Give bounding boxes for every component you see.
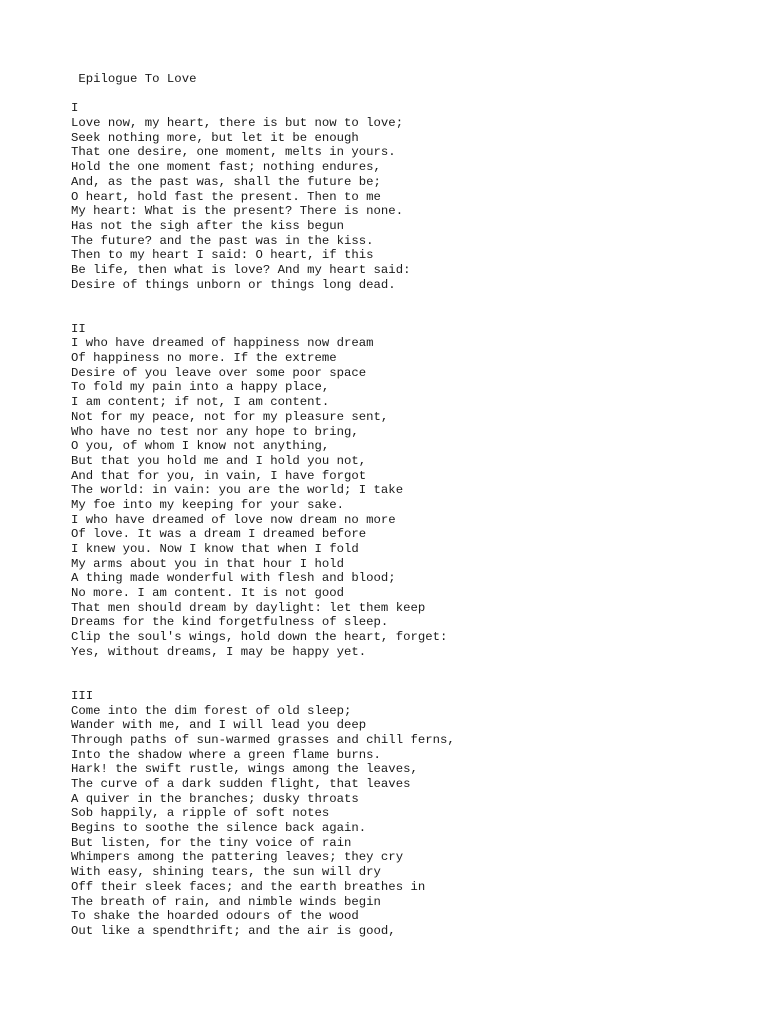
poem-line: Desire of things unborn or things long dead.: [71, 277, 396, 292]
poem-line: O you, of whom I know not anything,: [71, 439, 330, 454]
poem-line: Of happiness no more. If the extreme: [71, 351, 337, 366]
poem-line: Whimpers among the pattering leaves; they cry: [71, 850, 404, 865]
section-numeral: II: [71, 321, 86, 336]
poem-line: Love now, my heart, there is but now to love;: [71, 116, 404, 131]
poem-line: And, as the past was, shall the future be;: [71, 174, 381, 189]
poem-line: Has not the sigh after the kiss begun: [71, 218, 345, 233]
poem-line: To fold my pain into a happy place,: [71, 380, 330, 395]
poem-line: Be life, then what is love? And my heart said:: [71, 262, 411, 277]
poem-line: Who have no test nor any hope to bring,: [71, 424, 359, 439]
poem-line: Wander with me, and I will lead you deep: [71, 718, 367, 733]
section-spacer: [71, 292, 751, 321]
poem-line: Begins to soothe the silence back again.: [71, 821, 367, 836]
poem-line: Come into the dim forest of old sleep;: [71, 703, 352, 718]
poem-line: No more. I am content. It is not good: [71, 586, 345, 601]
poem-line: A quiver in the branches; dusky throats: [71, 791, 359, 806]
poem-line: I knew you. Now I know that when I fold: [71, 542, 359, 557]
poem-line: Dreams for the kind forgetfulness of sleep.: [71, 615, 389, 630]
poem-line: To shake the hoarded odours of the wood: [71, 909, 359, 924]
poem-line: Desire of you leave over some poor space: [71, 365, 367, 380]
poem-line: My arms about you in that hour I hold: [71, 556, 345, 571]
poem-line: Clip the soul's wings, hold down the heart, forget:: [71, 630, 448, 645]
poem-line: A thing made wonderful with flesh and blood;: [71, 571, 396, 586]
poem-line: I am content; if not, I am content.: [71, 395, 330, 410]
poem-line: With easy, shining tears, the sun will dry: [71, 865, 381, 880]
poem-line: Off their sleek faces; and the earth breathes in: [71, 879, 426, 894]
poem-line: I who have dreamed of happiness now dream: [71, 336, 374, 351]
poem-line: I who have dreamed of love now dream no more: [71, 512, 396, 527]
poem-line: O heart, hold fast the present. Then to me: [71, 189, 381, 204]
poem-section: [71, 101, 751, 292]
section-numeral: I: [71, 101, 79, 116]
poem-line: That one desire, one moment, melts in yours.: [71, 145, 396, 160]
poem-line: Into the shadow where a green flame burns.: [71, 747, 381, 762]
poem-line: Out like a spendthrift; and the air is good,: [71, 923, 396, 938]
poem-body: [71, 101, 751, 938]
document-page: [71, 72, 751, 939]
section-spacer: [71, 660, 751, 689]
poem-line: Sob happily, a ripple of soft notes: [71, 806, 330, 821]
poem-line: But that you hold me and I hold you not,: [71, 453, 367, 468]
poem-line: My foe into my keeping for your sake.: [71, 497, 345, 512]
poem-line: Of love. It was a dream I dreamed before: [71, 527, 367, 542]
poem-line: That men should dream by daylight: let them keep: [71, 600, 426, 615]
title-spacer: [71, 87, 751, 102]
poem-line: The breath of rain, and nimble winds begin: [71, 894, 381, 909]
poem-line: Yes, without dreams, I may be happy yet.: [71, 644, 367, 659]
poem-line: Hold the one moment fast; nothing endures,: [71, 160, 381, 175]
poem-line: But listen, for the tiny voice of rain: [71, 835, 352, 850]
poem-line: Seek nothing more, but let it be enough: [71, 130, 359, 145]
poem-section: [71, 689, 751, 939]
poem-line: My heart: What is the present? There is none.: [71, 204, 404, 219]
poem-line: Not for my peace, not for my pleasure sent,: [71, 409, 389, 424]
poem-line: Then to my heart I said: O heart, if this: [71, 248, 374, 263]
poem-line: Through paths of sun-warmed grasses and chill ferns,: [71, 732, 455, 747]
poem-line: The curve of a dark sudden flight, that leaves: [71, 777, 411, 792]
poem-line: And that for you, in vain, I have forgot: [71, 468, 367, 483]
poem-line: Hark! the swift rustle, wings among the leaves,: [71, 762, 418, 777]
poem-line: The world: in vain: you are the world; I take: [71, 483, 404, 498]
poem-section: [71, 322, 751, 660]
poem-line: The future? and the past was in the kiss.: [71, 233, 374, 248]
section-numeral: III: [71, 688, 94, 703]
poem-title: Epilogue To Love: [71, 72, 197, 86]
